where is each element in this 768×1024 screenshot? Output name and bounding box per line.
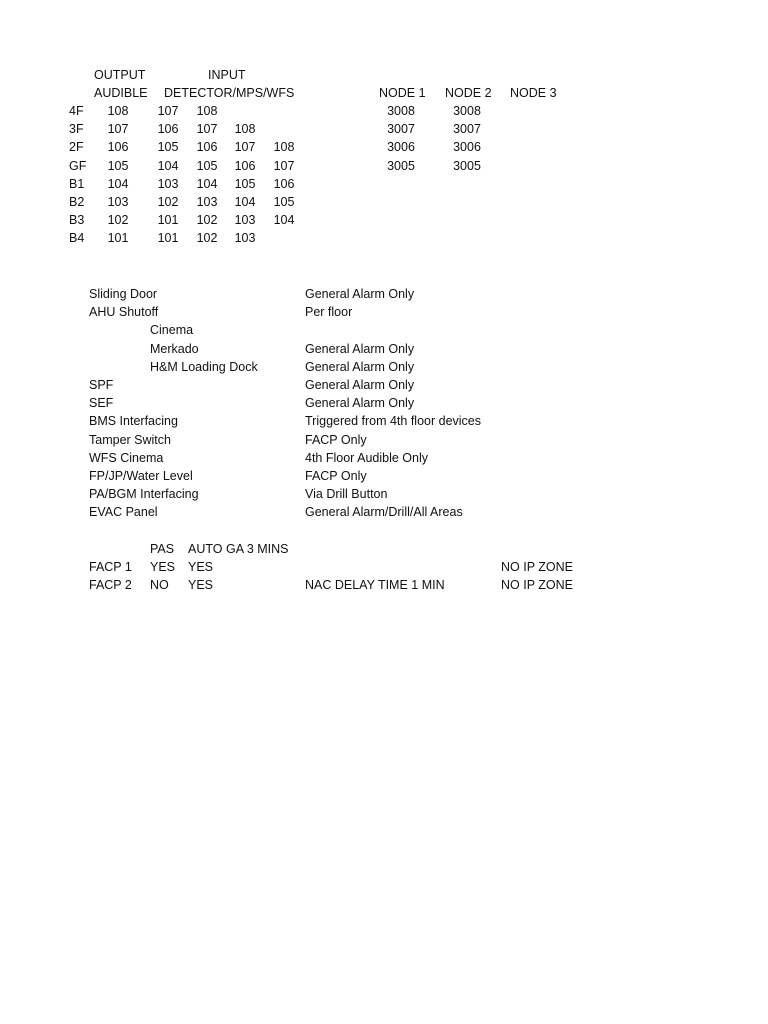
node1-value: 3008 (387, 104, 415, 118)
input-value: 101 (157, 231, 179, 245)
function-label: Cinema (150, 323, 194, 337)
function-label: SEF (89, 396, 114, 410)
function-label: Sliding Door (89, 287, 158, 301)
input-value: 104 (157, 159, 179, 173)
input-value: 107 (196, 122, 218, 136)
floor-label: B3 (69, 213, 85, 227)
node2-value: 3007 (453, 122, 481, 136)
auto-ga-value: YES (188, 578, 214, 592)
input-value: 105 (196, 159, 218, 173)
function-value: General Alarm Only (305, 396, 415, 410)
function-value: Per floor (305, 305, 353, 319)
facp-name: FACP 1 (89, 560, 132, 574)
input-value: 108 (273, 140, 295, 154)
function-label: Merkado (150, 342, 199, 356)
node1-value: 3005 (387, 159, 415, 173)
ip-zone-value: NO IP ZONE (501, 578, 574, 592)
ip-zone-value: NO IP ZONE (501, 560, 574, 574)
function-value: FACP Only (305, 469, 367, 483)
input-value: 101 (157, 213, 179, 227)
input-value: 104 (273, 213, 295, 227)
pas-value: YES (150, 560, 176, 574)
input-value: 107 (157, 104, 179, 118)
auto-ga-value: YES (188, 560, 214, 574)
input-value: 102 (196, 231, 218, 245)
input-value: 104 (234, 195, 256, 209)
function-value: FACP Only (305, 433, 367, 447)
node2-header: NODE 2 (445, 86, 492, 100)
node2-value: 3005 (453, 159, 481, 173)
function-value: General Alarm Only (305, 378, 415, 392)
function-value: Via Drill Button (305, 487, 388, 501)
input-value: 106 (196, 140, 218, 154)
floor-label: 4F (69, 104, 84, 118)
node1-value: 3006 (387, 140, 415, 154)
input-value: 106 (234, 159, 256, 173)
floor-label: 3F (69, 122, 84, 136)
input-header: INPUT (208, 68, 246, 82)
audible-value: 103 (107, 195, 129, 209)
input-value: 106 (157, 122, 179, 136)
input-value: 105 (273, 195, 295, 209)
facp-name: FACP 2 (89, 578, 132, 592)
floor-label: GF (69, 159, 87, 173)
node1-value: 3007 (387, 122, 415, 136)
floor-label: B4 (69, 231, 85, 245)
node2-value: 3006 (453, 140, 481, 154)
audible-value: 107 (107, 122, 129, 136)
function-value: Triggered from 4th floor devices (305, 414, 482, 428)
input-value: 108 (196, 104, 218, 118)
input-value: 105 (157, 140, 179, 154)
floor-label: B1 (69, 177, 85, 191)
audible-header: AUDIBLE (94, 86, 148, 100)
input-value: 103 (157, 177, 179, 191)
nac-delay-value: NAC DELAY TIME 1 MIN (305, 578, 445, 592)
input-value: 102 (196, 213, 218, 227)
input-value: 104 (196, 177, 218, 191)
floor-label: 2F (69, 140, 84, 154)
function-value: General Alarm Only (305, 287, 415, 301)
audible-value: 106 (107, 140, 129, 154)
input-value: 107 (273, 159, 295, 173)
function-label: FP/JP/Water Level (89, 469, 193, 483)
function-label: Tamper Switch (89, 433, 171, 447)
audible-value: 105 (107, 159, 129, 173)
audible-value: 104 (107, 177, 129, 191)
function-label: AHU Shutoff (89, 305, 159, 319)
function-value: General Alarm/Drill/All Areas (305, 505, 463, 519)
node3-header: NODE 3 (510, 86, 557, 100)
input-value: 105 (234, 177, 256, 191)
function-label: SPF (89, 378, 114, 392)
input-value: 103 (234, 231, 256, 245)
function-label: WFS Cinema (89, 451, 164, 465)
function-label: BMS Interfacing (89, 414, 178, 428)
input-value: 103 (234, 213, 256, 227)
function-label: PA/BGM Interfacing (89, 487, 199, 501)
audible-value: 102 (107, 213, 129, 227)
output-header: OUTPUT (94, 68, 146, 82)
function-value: General Alarm Only (305, 342, 415, 356)
audible-value: 108 (107, 104, 129, 118)
input-value: 107 (234, 140, 256, 154)
detector-header: DETECTOR/MPS/WFS (164, 86, 295, 100)
pas-value: NO (150, 578, 169, 592)
input-value: 106 (273, 177, 295, 191)
function-value: General Alarm Only (305, 360, 415, 374)
input-value: 108 (234, 122, 256, 136)
function-label: EVAC Panel (89, 505, 158, 519)
input-value: 102 (157, 195, 179, 209)
function-value: 4th Floor Audible Only (305, 451, 428, 465)
auto-ga-header: AUTO GA 3 MINS (188, 542, 289, 556)
audible-value: 101 (107, 231, 129, 245)
function-label: H&M Loading Dock (150, 360, 258, 374)
pas-header: PAS (150, 542, 175, 556)
node2-value: 3008 (453, 104, 481, 118)
floor-label: B2 (69, 195, 85, 209)
node1-header: NODE 1 (379, 86, 426, 100)
input-value: 103 (196, 195, 218, 209)
